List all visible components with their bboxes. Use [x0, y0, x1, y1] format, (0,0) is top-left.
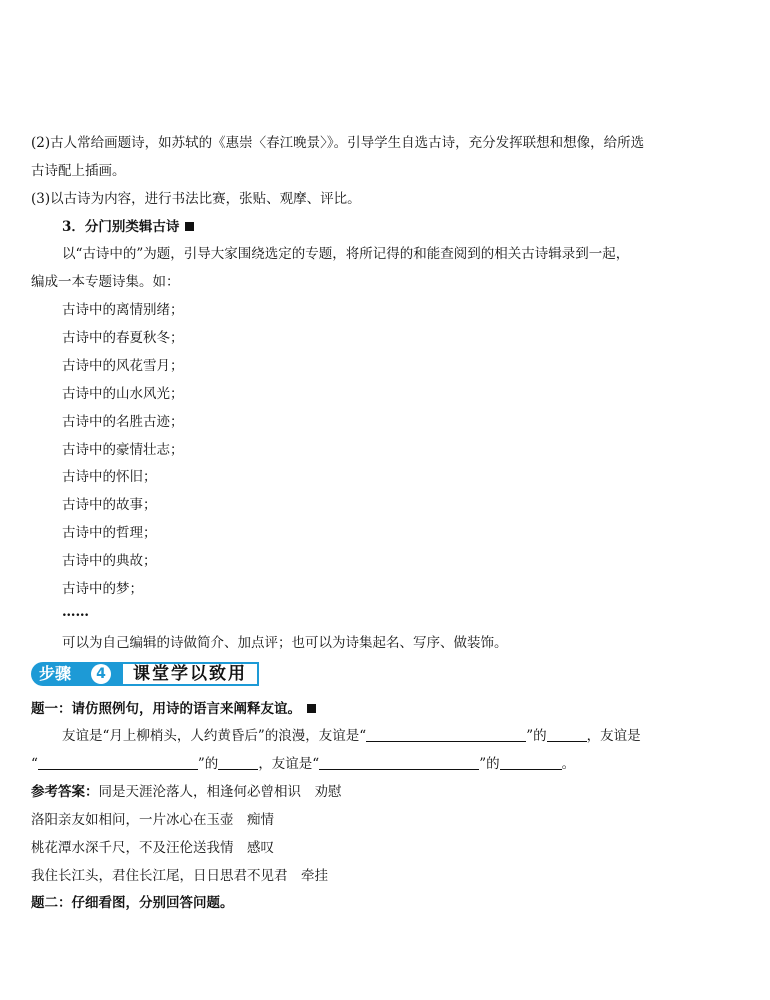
q1-text-c: ，友谊是: [586, 728, 641, 744]
section-3-closing: 可以为自己编辑的诗做简介、加点评；也可以为诗集起名、写序、做装饰。: [62, 635, 508, 651]
step-4-banner: [31, 662, 286, 686]
topic-ellipsis: ……: [62, 604, 89, 620]
topic-item: 古诗中的离情别绪；: [62, 302, 184, 318]
topic-item: 古诗中的名胜古迹；: [62, 414, 184, 430]
answer-line-1: [31, 782, 342, 802]
q1-text-a: 友谊是“月上柳梢头，人约黄昏后”的浪漫，友谊是“: [62, 728, 367, 744]
fill-blank-poem-1[interactable]: [366, 728, 526, 742]
fill-blank-poem-2[interactable]: [38, 756, 198, 770]
fill-blank-emotion-2[interactable]: [218, 756, 258, 770]
q1-text-e: ”的: [197, 756, 219, 772]
q1-text-h: 。: [561, 756, 576, 772]
answer-line-3: 桃花潭水深千尺，不及汪伦送我情 感叹: [31, 840, 274, 856]
fill-blank-poem-3[interactable]: [319, 756, 479, 770]
step-number-icon: 4: [91, 664, 111, 684]
answer-text-1: 同是天涯沦落人，相逢何必曾相识 劝慰: [98, 784, 342, 800]
section-3-intro-line-1: 以“古诗中的”为题，引导大家围绕选定的专题，将所记得的和能查阅到的相关古诗辑录到一起，: [62, 246, 630, 262]
q1-text-f: ，友谊是“: [258, 756, 320, 772]
topic-item: 古诗中的春夏秋冬；: [62, 330, 184, 346]
paragraph-3: (3)以古诗为内容，进行书法比赛，张贴、观摩、评比。: [31, 191, 361, 207]
square-marker-icon: [307, 704, 316, 713]
question-2-heading: 题二：仔细看图，分别回答问题。: [31, 895, 234, 911]
topic-item: 古诗中的怀旧；: [62, 469, 157, 485]
paragraph-2-line-1: (2)古人常给画题诗，如苏轼的《惠崇〈春江晚景〉》。引导学生自选古诗，充分发挥联想和想像，给所选: [31, 135, 645, 151]
topic-item: 古诗中的梦；: [62, 581, 143, 597]
answer-line-4: 我住长江头，君住长江尾，日日思君不见君 牵挂: [31, 868, 328, 884]
q1-text-b: ”的: [526, 728, 547, 744]
topic-item: 古诗中的山水风光；: [62, 386, 184, 402]
answer-label: 参考答案：: [31, 784, 99, 800]
section-3-heading: [62, 217, 194, 237]
question-1-heading-text: 题一：请仿照例句，用诗的语言来阐释友谊。: [31, 701, 301, 717]
topic-item: 古诗中的典故；: [62, 553, 157, 569]
square-marker-icon: [185, 222, 194, 231]
topic-item: 古诗中的哲理；: [62, 525, 157, 541]
topic-item: 古诗中的风花雪月；: [62, 358, 184, 374]
paragraph-2-line-2: 古诗配上插画。: [31, 163, 126, 179]
question-1-line-2: [31, 754, 575, 774]
topic-item: 古诗中的故事；: [62, 497, 157, 513]
question-1-line-1: [62, 726, 641, 746]
step-badge: 步骤: [31, 662, 123, 686]
topic-item: 古诗中的豪情壮志；: [62, 442, 184, 458]
fill-blank-emotion-1[interactable]: [547, 728, 587, 742]
section-3-heading-text: 3．分门别类辑古诗: [62, 219, 180, 235]
q1-text-d: “: [31, 756, 38, 772]
q1-text-g: ”的: [479, 756, 500, 772]
section-3-intro-line-2: 编成一本专题诗集。如：: [31, 274, 180, 290]
step-title: 课堂学以致用: [123, 662, 259, 686]
question-1-heading: [31, 699, 316, 719]
answer-line-2: 洛阳亲友如相问，一片冰心在玉壶 痴情: [31, 812, 274, 828]
fill-blank-emotion-3[interactable]: [500, 756, 562, 770]
